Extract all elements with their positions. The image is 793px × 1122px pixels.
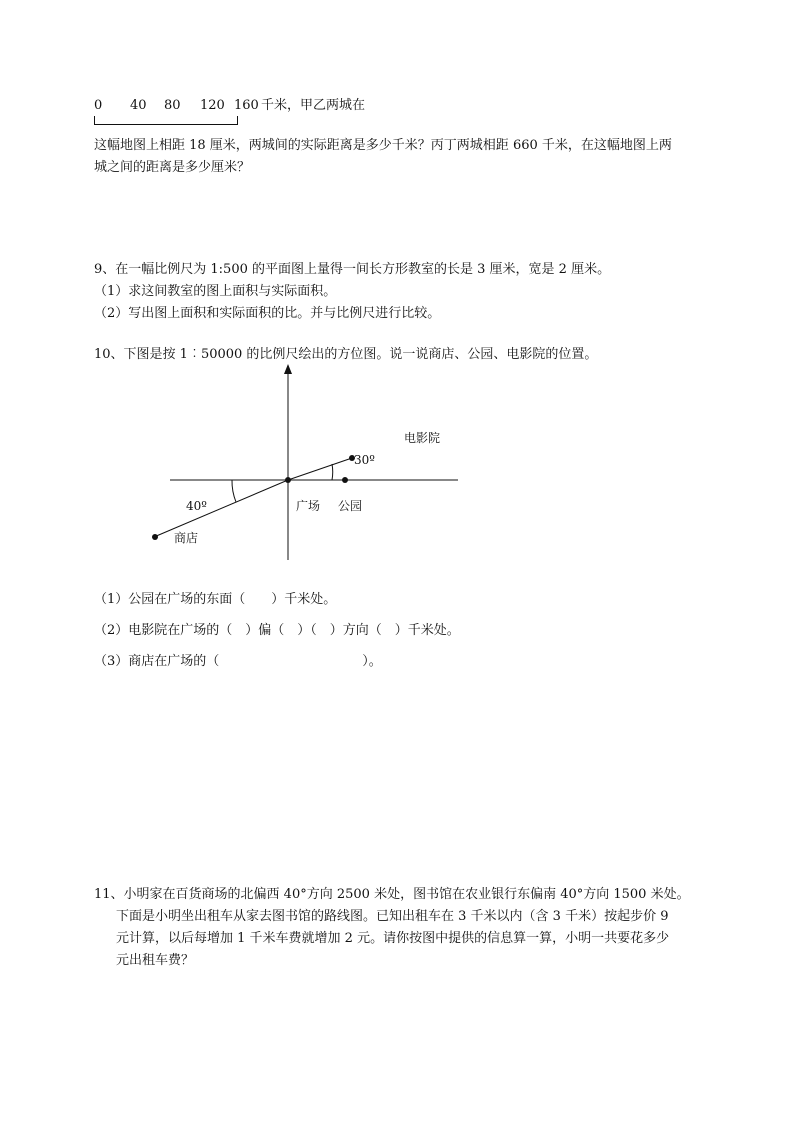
cinema-label: 电影院 (404, 431, 441, 445)
direction-diagram (140, 360, 470, 570)
shop-direction-line (154, 480, 288, 537)
square-label: 广场 (296, 499, 321, 513)
question-9-part-2: （2）写出图上面积和实际面积的比。并与比例尺进行比较。 (94, 306, 441, 321)
question-9-part-1: （1）求这间教室的图上面积与实际面积。 (94, 284, 337, 299)
question-10-part-1: （1）公园在广场的东面（ ）千米处。 (94, 592, 337, 607)
angle-arc-cinema (332, 464, 333, 480)
shop-angle-label: 40º (186, 499, 207, 513)
scale-tick-label: 80 (164, 98, 181, 113)
question-10-stem: 10、下图是按 1︰50000 的比例尺绘出的方位图。说一说商店、公园、电影院的位置。 (94, 347, 598, 362)
question-10-part-2: （2）电影院在广场的（ ）偏（ ）（ ）方向（ ）千米处。 (94, 623, 460, 638)
scale-tick-label: 0 (94, 98, 103, 113)
shop-label: 商店 (174, 531, 199, 545)
question-11-line: 11、小明家在百货商场的北偏西 40°方向 2500 米处，图书馆在农业银行东偏南 40°方向 1500 米处。 (94, 887, 690, 902)
cinema-angle-label: 30º (354, 453, 375, 467)
angle-arc-shop (232, 480, 236, 502)
scale-suffix-text: 千米，甲乙两城在 (261, 98, 366, 113)
park-point (342, 477, 348, 483)
question-9-stem: 9、在一幅比例尺为 1:500 的平面图上量得一间长方形教室的长是 3 厘米，宽是 2 厘米。 (94, 262, 611, 277)
question-10-part-3: （3）商店在广场的（ ）。 (94, 654, 382, 669)
scale-tick-label: 120 (200, 98, 225, 113)
square-point (285, 477, 291, 483)
question-11-line: 元计算，以后每增加 1 千米车费就增加 2 元。请你按图中提供的信息算一算，小明一共要花多少 (116, 931, 670, 946)
question-11-line: 元出租车费？ (116, 953, 195, 968)
question-11-line: 下面是小明坐出租车从家去图书馆的路线图。已知出租车在 3 千米以内（含 3 千米）按起步价 9 (116, 909, 669, 924)
shop-point (152, 534, 158, 540)
park-label: 公园 (338, 499, 363, 513)
north-arrow-icon (284, 364, 292, 374)
scale-bar-tick (94, 116, 95, 125)
scale-tick-label: 40 (130, 98, 147, 113)
cinema-direction-line (288, 458, 352, 480)
scale-bar-tick (237, 116, 238, 125)
scale-bar-line (94, 124, 238, 125)
scale-tick-label: 160 (234, 98, 259, 113)
